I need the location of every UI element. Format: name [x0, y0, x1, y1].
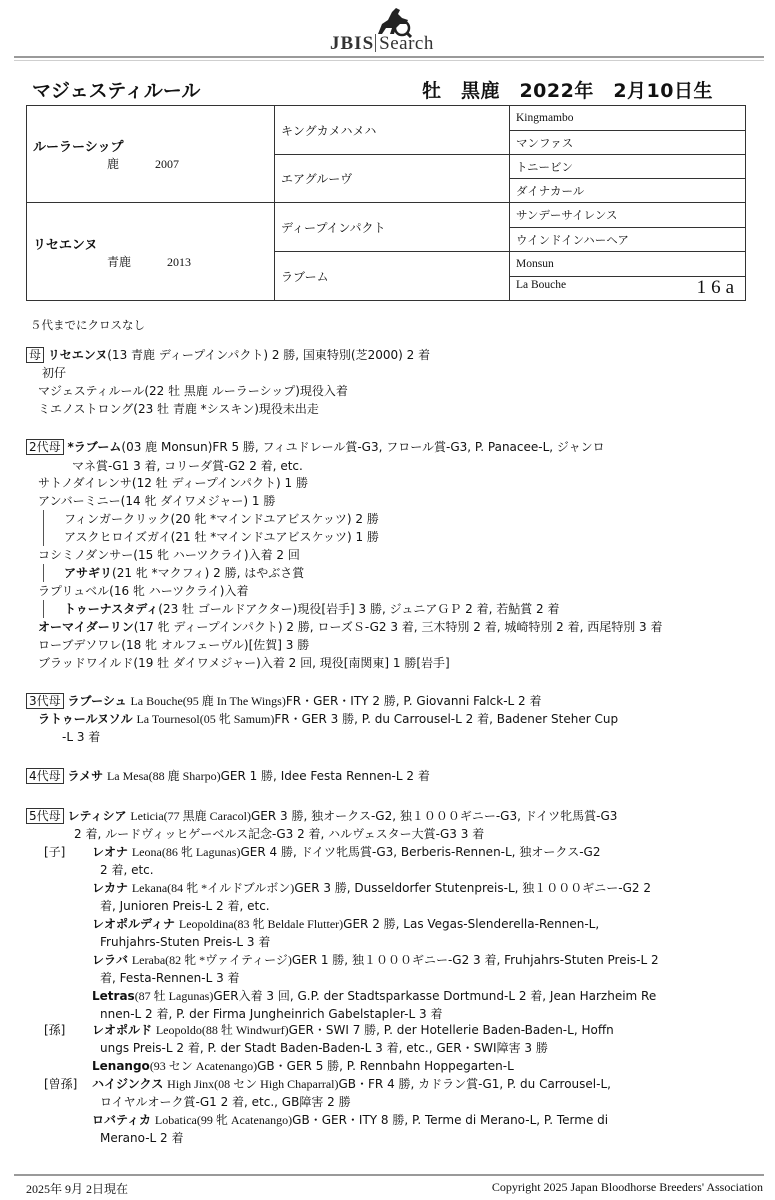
- sire-dam-cell: エアグルーヴ: [275, 155, 510, 203]
- fourth-dam-tag: 4代母: [26, 768, 64, 784]
- sire-color: 鹿: [107, 157, 120, 171]
- second-dam-tag: 2代母: [26, 439, 64, 455]
- ped-g3-label: La Bouche: [516, 278, 567, 291]
- third-dam-latin: La Bouche(95 鹿 In The Wings): [130, 694, 286, 708]
- offspring-latin: Leraba(82 牝 *ヴァイティージ): [131, 953, 292, 967]
- dam-cell: [27, 203, 275, 301]
- offspring-line: [38, 618, 663, 636]
- dam-line: [26, 346, 430, 364]
- offspring-line: アンバーミニー(14 牝 ダイワメジャー) 1 勝: [38, 494, 276, 508]
- horse-name: マジェスティルール: [32, 80, 201, 102]
- cross-note: ５代までにクロスなし: [30, 318, 145, 332]
- grand-offspring-line: [30, 600, 560, 618]
- offspring-latin: La Tournesol(05 牝 Samum): [136, 712, 275, 726]
- second-dam-line: [26, 438, 605, 456]
- offspring-line: [44, 843, 600, 861]
- offspring-line: ブラッドワイルド(19 牡 ダイワメジャー)入着 2 回, 現役[南関東] 1 勝[岩手]: [38, 656, 450, 670]
- offspring-line: [92, 951, 659, 969]
- ped-g3-cell-last: [510, 277, 746, 301]
- record-continuation: 着, Festa-Rennen-L 3 着: [100, 971, 240, 985]
- dam-sire-cell: ディープインパクト: [275, 203, 510, 252]
- offspring-name[interactable]: レカナ: [92, 881, 129, 895]
- offspring-line: [92, 1111, 608, 1129]
- offspring-line: コシミノダンサー(15 牝 ハーツクライ)入着 2 回: [38, 548, 300, 562]
- third-dam-record: FR・GER・ITY 2 勝, P. Giovanni Falck-L 2 着: [285, 694, 542, 708]
- dam-tag: 母: [26, 347, 44, 363]
- offspring-name[interactable]: Letras: [92, 989, 135, 1003]
- ped-g3-cell: Monsun: [510, 252, 746, 277]
- offspring-latin: (87 牡 Lagunas): [134, 989, 214, 1003]
- fifth-dam-latin: Leticia(77 黒鹿 Caracol): [130, 809, 251, 823]
- grand-offspring-line: [30, 528, 379, 546]
- second-dam-name[interactable]: *ラブーム: [67, 440, 122, 454]
- sire-year: 2007: [155, 157, 180, 171]
- dam-record: (13 青鹿 ディープインパクト) 2 勝, 国東特別(芝2000) 2 着: [107, 348, 431, 362]
- record-continuation: nnen-L 2 着, P. der Firma Jungheinrich Gabelstapler-L 3 着: [100, 1007, 443, 1021]
- offspring-latin: Leopoldo(88 牡 Windwurf): [155, 1023, 289, 1037]
- offspring-name[interactable]: ラトゥールヌソル: [38, 712, 133, 726]
- header-rule: [14, 56, 764, 58]
- as-of-date: 2025年 9月 2日現在: [26, 1182, 129, 1196]
- offspring-line: [38, 710, 618, 728]
- family-code: 16a: [696, 276, 739, 298]
- third-dam-name[interactable]: ラブーシュ: [67, 694, 127, 708]
- record-continuation: Fruhjahrs-Stuten Preis-L 3 着: [100, 935, 271, 949]
- generation-tag: [孫]: [44, 1023, 66, 1037]
- offspring-latin: Leona(86 牝 Lagunas): [131, 845, 241, 859]
- ped-g3-cell: サンデーサイレンス: [510, 203, 746, 228]
- offspring-text: GER 3 勝, Dusseldorfer Stutenpreis-L, 独１０００ギニー-G2 2: [294, 881, 651, 895]
- offspring-line: [44, 1075, 611, 1093]
- offspring-text: フィンガークリック(20 牝 *マインドユアビスケッツ) 2 勝: [64, 512, 379, 526]
- dam-color: 青鹿: [107, 254, 132, 269]
- fifth-dam-record: GER 3 勝, 独オークス-G2, 独１０００ギニー-G3, ドイツ牝馬賞-G3: [250, 809, 618, 823]
- offspring-text: (21 牝 *マクフィ) 2 勝, はやぶさ賞: [112, 566, 305, 580]
- offspring-text: GB・GER 5 勝, P. Rennbahn Hoppegarten-L: [257, 1059, 514, 1073]
- fifth-dam-line: [26, 807, 617, 825]
- ped-g3-cell: マンファス: [510, 131, 746, 155]
- offspring-line: ローブデソワレ(18 牝 オルフェーヴル)[佐賀] 3 勝: [38, 638, 310, 652]
- pedigree-table: [26, 105, 746, 301]
- record-continuation: -L 3 着: [62, 730, 101, 744]
- offspring-name[interactable]: レラバ: [92, 953, 129, 967]
- third-dam-line: [26, 692, 542, 710]
- sire-cell: [27, 106, 275, 203]
- fourth-dam-latin: La Mesa(88 鹿 Sharpo): [106, 769, 221, 783]
- record-continuation: ungs Preis-L 2 着, P. der Stadt Baden-Baden-L 3 着, etc., GER・SWI障害 3 勝: [100, 1041, 548, 1055]
- offspring-line: [92, 987, 656, 1005]
- record-continuation: Merano-L 2 着: [100, 1131, 184, 1145]
- dam-name: リセエンヌ: [33, 237, 98, 253]
- offspring-name[interactable]: Lenango: [92, 1059, 150, 1073]
- offspring-text: GB・GER・ITY 8 勝, P. Terme di Merano-L, P. Terme di: [292, 1113, 609, 1127]
- logo-text: JBIS Search: [330, 33, 434, 54]
- sire-sire-cell: キングカメハメハ: [275, 106, 510, 155]
- offspring-line: ミエノストロング(23 牡 青鹿 *シスキン)現役未出走: [38, 402, 319, 416]
- offspring-latin: Leopoldina(83 牝 Beldale Flutter): [178, 917, 344, 931]
- record-continuation: 2 着, ルードヴィッヒゲーベルス記念-G3 2 着, ハルヴェスター大賞-G3 3 着: [74, 827, 485, 841]
- dam-dam-cell: ラブーム: [275, 252, 510, 301]
- offspring-text: GB・FR 4 勝, カドラン賞-G1, P. du Carrousel-L,: [338, 1077, 611, 1091]
- offspring-line: [92, 915, 599, 933]
- third-dam-tag: 3代母: [26, 693, 64, 709]
- dam-name-link[interactable]: リセエンヌ: [47, 348, 108, 362]
- fifth-dam-tag: 5代母: [26, 808, 64, 824]
- sire-name: ルーラーシップ: [33, 140, 124, 155]
- fourth-dam-line: [26, 767, 430, 785]
- offspring-text: GER・SWI 7 勝, P. der Hotellerie Baden-Baden-L, Hoffn: [288, 1023, 614, 1037]
- offspring-text: FR・GER 3 勝, P. du Carrousel-L 2 着, Badener Steher Cup: [274, 712, 619, 726]
- offspring-name[interactable]: ハイジンクス: [92, 1077, 164, 1091]
- offspring-text: (23 牡 ゴールドアクター)現役[岩手] 3 勝, ジュニアＧＰ 2 着, 若鮎賞 2 着: [158, 602, 560, 616]
- offspring-line: マジェスティルール(22 牡 黒鹿 ルーラーシップ)現役入着: [38, 384, 348, 398]
- grand-offspring-line: [30, 564, 304, 582]
- second-dam-record: (03 鹿 Monsun)FR 5 勝, フィユドレール賞-G3, フロール賞-G3, P. Panacee-L, ジャンロ: [121, 440, 605, 454]
- offspring-text: (17 牝 ディープインパクト) 2 勝, ローズＳ-G2 3 着, 三木特別 2 着, 城崎特別 2 着, 西尾特別 3 着: [133, 620, 663, 634]
- offspring-text: GER 2 勝, Las Vegas-Slenderella-Rennen-L,: [343, 917, 600, 931]
- copyright: Copyright 2025 Japan Bloodhorse Breeders' Association: [491, 1180, 763, 1194]
- record-continuation: マネ賞-G1 3 着, コリーダ賞-G2 2 着, etc.: [72, 459, 303, 473]
- offspring-text: GER入着 3 回, G.P. der Stadtsparkasse Dortmund-L 2 着, Jean Harzheim Re: [213, 989, 657, 1003]
- offspring-latin: Lobatica(99 牝 Acatenango): [154, 1113, 293, 1127]
- offspring-line: [92, 1057, 514, 1075]
- offspring-line: サトノダイレンサ(12 牡 ディープインパクト) 1 勝: [38, 476, 308, 490]
- record-continuation: ロイヤルオーク賞-G1 2 着, etc., GB障害 2 勝: [100, 1095, 351, 1109]
- offspring-text: アスクヒロイズガイ(21 牡 *マインドユアビスケッツ) 1 勝: [64, 530, 379, 544]
- first-foal-note: 初仔: [42, 366, 67, 380]
- offspring-latin: Lekana(84 牝 *イルドブルボン): [131, 881, 295, 895]
- ped-g3-cell: ダイナカール: [510, 179, 746, 203]
- grand-offspring-line: [30, 510, 379, 528]
- record-continuation: 2 着, etc.: [100, 863, 154, 877]
- ped-g3-cell: トニービン: [510, 155, 746, 179]
- generation-tag: [曽孫]: [44, 1077, 78, 1091]
- ped-g3-cell: ウインドインハーヘア: [510, 228, 746, 252]
- offspring-text: GER 4 勝, ドイツ牝馬賞-G3, Berberis-Rennen-L, 独オークス-G2: [240, 845, 601, 859]
- ped-g3-cell: Kingmambo: [510, 106, 746, 131]
- offspring-name[interactable]: レオナ: [92, 845, 129, 859]
- fourth-dam-name[interactable]: ラメサ: [67, 769, 104, 783]
- offspring-name[interactable]: レオポルド: [92, 1023, 153, 1037]
- offspring-latin: High Jinx(08 セン High Chaparral): [167, 1077, 339, 1091]
- offspring-name[interactable]: アサギリ: [64, 566, 113, 580]
- record-continuation: 着, Junioren Preis-L 2 着, etc.: [100, 899, 270, 913]
- fifth-dam-name[interactable]: レティシア: [67, 809, 127, 823]
- dam-year: 2013: [167, 254, 192, 269]
- offspring-name[interactable]: ロバティカ: [92, 1113, 152, 1127]
- horse-info: 牡 黒鹿 2022年 2月10日生: [421, 80, 713, 102]
- generation-tag: [子]: [44, 845, 66, 859]
- offspring-text: GER 1 勝, 独１０００ギニー-G2 3 着, Fruhjahrs-Stuten Preis-L 2: [291, 953, 659, 967]
- fourth-dam-record: GER 1 勝, Idee Festa Rennen-L 2 着: [220, 769, 430, 783]
- offspring-line: [92, 879, 651, 897]
- offspring-line: [44, 1021, 614, 1039]
- offspring-name[interactable]: レオポルディナ: [92, 917, 176, 931]
- header-rule-thin: [14, 60, 764, 61]
- footer-rule: [14, 1174, 764, 1176]
- offspring-name[interactable]: トゥーナスタディ: [64, 602, 159, 616]
- offspring-latin: (93 セン Acatenango): [149, 1059, 258, 1073]
- offspring-name[interactable]: オーマイダーリン: [38, 620, 134, 634]
- offspring-line: ラプリュベル(16 牝 ハーツクライ)入着: [38, 584, 249, 598]
- jbis-search-logo[interactable]: [330, 6, 490, 52]
